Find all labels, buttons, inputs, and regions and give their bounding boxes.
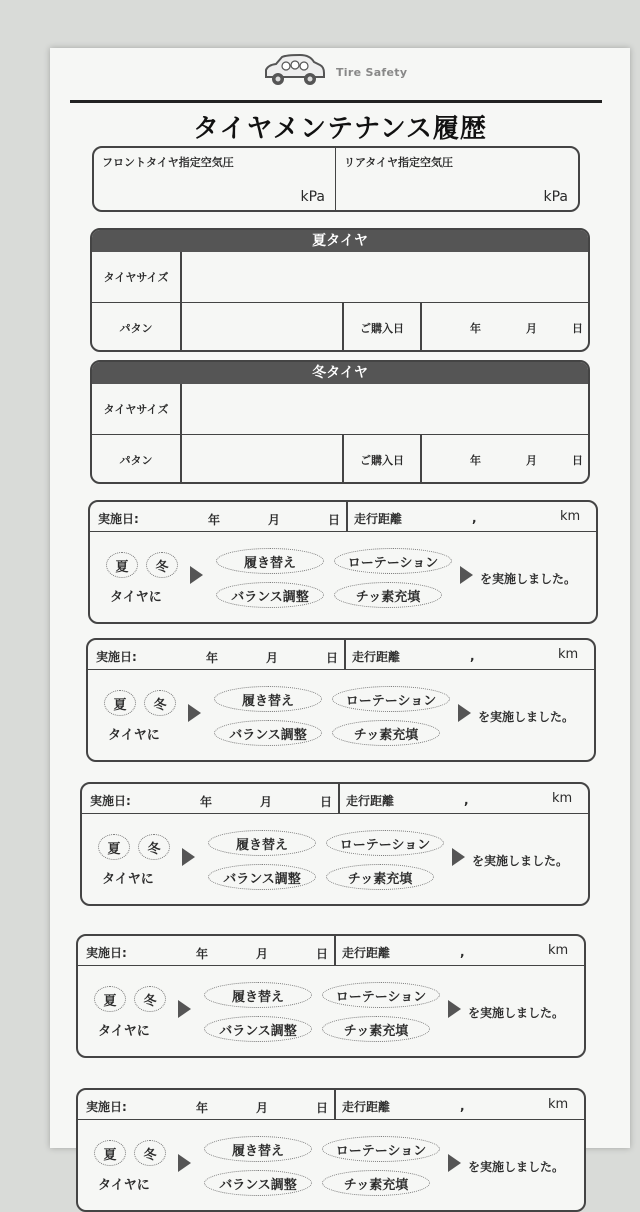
record-month-label: 月: [266, 651, 279, 665]
balance-option[interactable]: バランス調整: [208, 864, 316, 890]
record-km-unit: km: [560, 509, 581, 524]
page-title: タイヤメンテナンス履歴: [193, 114, 487, 144]
swap-option[interactable]: 履き替え: [204, 1136, 312, 1162]
record-distance-label: 走行距離: [342, 1100, 391, 1114]
balance-option[interactable]: バランス調整: [214, 720, 322, 746]
rotation-option[interactable]: ローテーション: [326, 830, 444, 856]
done-text: を実施しました。: [480, 572, 577, 586]
record-month-label: 月: [256, 947, 269, 961]
summer-tire-heading: 夏タイヤ: [92, 230, 588, 252]
winter-size-row: [92, 384, 588, 434]
winter-tire-box: [90, 360, 590, 484]
record-km-unit: km: [548, 1097, 569, 1112]
tire-ni-label: タイヤに: [108, 728, 160, 743]
record-year-label: 年: [196, 947, 209, 961]
front-pressure-field[interactable]: [94, 148, 336, 210]
record-date-label: 実施日:: [86, 946, 127, 960]
swap-option[interactable]: 履き替え: [204, 982, 312, 1008]
record-date-row: [82, 784, 588, 814]
winter-pattern-field[interactable]: [182, 435, 342, 484]
summer-option[interactable]: 夏: [94, 986, 126, 1012]
winter-day-label: 日: [572, 453, 583, 467]
record-date-label: 実施日:: [98, 512, 139, 526]
winter-month-label: 月: [526, 453, 537, 467]
tire-ni-label: タイヤに: [98, 1178, 150, 1193]
record-distance-comma: ,: [472, 511, 477, 525]
maintenance-form: [50, 48, 630, 1193]
front-pressure-label: フロントタイヤ指定空気圧: [102, 156, 234, 169]
rear-pressure-field[interactable]: [336, 148, 578, 210]
swap-option[interactable]: 履き替え: [214, 686, 322, 712]
nitrogen-option[interactable]: チッ素充填: [332, 720, 440, 746]
record-year-label: 年: [200, 795, 213, 809]
winter-year-label: 年: [470, 453, 481, 467]
arrow-right-icon: [458, 704, 471, 722]
maintenance-record: [86, 638, 596, 762]
arrow-right-icon: [190, 566, 203, 584]
record-date-row: [78, 1090, 584, 1120]
tire-ni-label: タイヤに: [102, 872, 154, 887]
record-km-unit: km: [548, 943, 569, 958]
record-year-label: 年: [196, 1101, 209, 1115]
record-month-label: 月: [260, 795, 273, 809]
summer-month-label: 月: [526, 321, 537, 335]
logo-text: Tire Safety: [336, 66, 408, 79]
pressure-box: [92, 146, 580, 212]
record-distance-comma: ,: [460, 945, 465, 959]
tire-ni-label: タイヤに: [110, 590, 162, 605]
tire-ni-label: タイヤに: [98, 1024, 150, 1039]
arrow-right-icon: [448, 1154, 461, 1172]
summer-size-field[interactable]: [182, 252, 588, 302]
tire-safety-logo: [260, 53, 420, 91]
rear-pressure-label: リアタイヤ指定空気圧: [344, 156, 454, 169]
rotation-option[interactable]: ローテーション: [322, 1136, 440, 1162]
record-month-label: 月: [256, 1101, 269, 1115]
arrow-right-icon: [448, 1000, 461, 1018]
winter-purchase-label: ご購入日: [360, 453, 404, 467]
done-text: を実施しました。: [472, 854, 569, 868]
summer-purchase-label: ご購入日: [360, 321, 404, 335]
winter-tire-heading: 冬タイヤ: [92, 362, 588, 384]
balance-option[interactable]: バランス調整: [204, 1170, 312, 1196]
maintenance-record: [76, 1088, 586, 1212]
summer-purchase-date-field[interactable]: [422, 303, 588, 352]
maintenance-record: [76, 934, 586, 1058]
front-pressure-unit: kPa: [300, 189, 325, 205]
arrow-right-icon: [182, 848, 195, 866]
record-date-row: [88, 640, 594, 670]
rotation-option[interactable]: ローテーション: [334, 548, 452, 574]
car-icon: [260, 53, 330, 89]
record-distance-label: 走行距離: [354, 512, 403, 526]
record-day-label: 日: [326, 651, 339, 665]
summer-year-label: 年: [470, 321, 481, 335]
winter-option[interactable]: 冬: [138, 834, 170, 860]
summer-pattern-row: [92, 302, 588, 352]
arrow-right-icon: [178, 1154, 191, 1172]
record-km-unit: km: [558, 647, 579, 662]
record-distance-comma: ,: [464, 793, 469, 807]
balance-option[interactable]: バランス調整: [204, 1016, 312, 1042]
record-year-label: 年: [206, 651, 219, 665]
summer-option[interactable]: 夏: [104, 690, 136, 716]
maintenance-record: [80, 782, 590, 906]
record-distance-label: 走行距離: [346, 794, 395, 808]
swap-option[interactable]: 履き替え: [216, 548, 324, 574]
summer-day-label: 日: [572, 321, 583, 335]
record-day-label: 日: [328, 513, 341, 527]
done-text: を実施しました。: [468, 1006, 565, 1020]
record-distance-comma: ,: [460, 1099, 465, 1113]
rotation-option[interactable]: ローテーション: [332, 686, 450, 712]
summer-size-row: [92, 252, 588, 302]
nitrogen-option[interactable]: チッ素充填: [322, 1170, 430, 1196]
summer-tire-box: [90, 228, 590, 352]
winter-purchase-date-field[interactable]: [422, 435, 588, 484]
nitrogen-option[interactable]: チッ素充填: [334, 582, 442, 608]
done-text: を実施しました。: [468, 1160, 565, 1174]
summer-pattern-label: パタン: [119, 321, 153, 335]
winter-option[interactable]: 冬: [144, 690, 176, 716]
summer-size-label: タイヤサイズ: [103, 271, 169, 284]
record-km-unit: km: [552, 791, 573, 806]
winter-pattern-label: パタン: [119, 453, 153, 467]
record-day-label: 日: [316, 1101, 329, 1115]
rotation-option[interactable]: ローテーション: [322, 982, 440, 1008]
arrow-right-icon: [452, 848, 465, 866]
record-date-row: [78, 936, 584, 966]
winter-size-label: タイヤサイズ: [103, 403, 169, 416]
arrow-right-icon: [188, 704, 201, 722]
record-year-label: 年: [208, 513, 221, 527]
nitrogen-option[interactable]: チッ素充填: [322, 1016, 430, 1042]
winter-size-field[interactable]: [182, 384, 588, 434]
winter-option[interactable]: 冬: [134, 986, 166, 1012]
record-day-label: 日: [320, 795, 333, 809]
summer-pattern-field[interactable]: [182, 303, 342, 352]
rear-pressure-unit: kPa: [543, 189, 568, 205]
record-date-row: [90, 502, 596, 532]
swap-option[interactable]: 履き替え: [208, 830, 316, 856]
record-distance-label: 走行距離: [342, 946, 391, 960]
record-day-label: 日: [316, 947, 329, 961]
summer-option[interactable]: 夏: [94, 1140, 126, 1166]
maintenance-record: [88, 500, 598, 624]
winter-option[interactable]: 冬: [134, 1140, 166, 1166]
balance-option[interactable]: バランス調整: [216, 582, 324, 608]
winter-pattern-row: [92, 434, 588, 484]
summer-option[interactable]: 夏: [98, 834, 130, 860]
record-date-label: 実施日:: [86, 1100, 127, 1114]
nitrogen-option[interactable]: チッ素充填: [326, 864, 434, 890]
record-month-label: 月: [268, 513, 281, 527]
record-date-label: 実施日:: [96, 650, 137, 664]
record-distance-comma: ,: [470, 649, 475, 663]
record-distance-label: 走行距離: [352, 650, 401, 664]
summer-option[interactable]: 夏: [106, 552, 138, 578]
winter-option[interactable]: 冬: [146, 552, 178, 578]
done-text: を実施しました。: [478, 710, 575, 724]
record-date-label: 実施日:: [90, 794, 131, 808]
arrow-right-icon: [460, 566, 473, 584]
header-rule: [70, 100, 602, 103]
arrow-right-icon: [178, 1000, 191, 1018]
